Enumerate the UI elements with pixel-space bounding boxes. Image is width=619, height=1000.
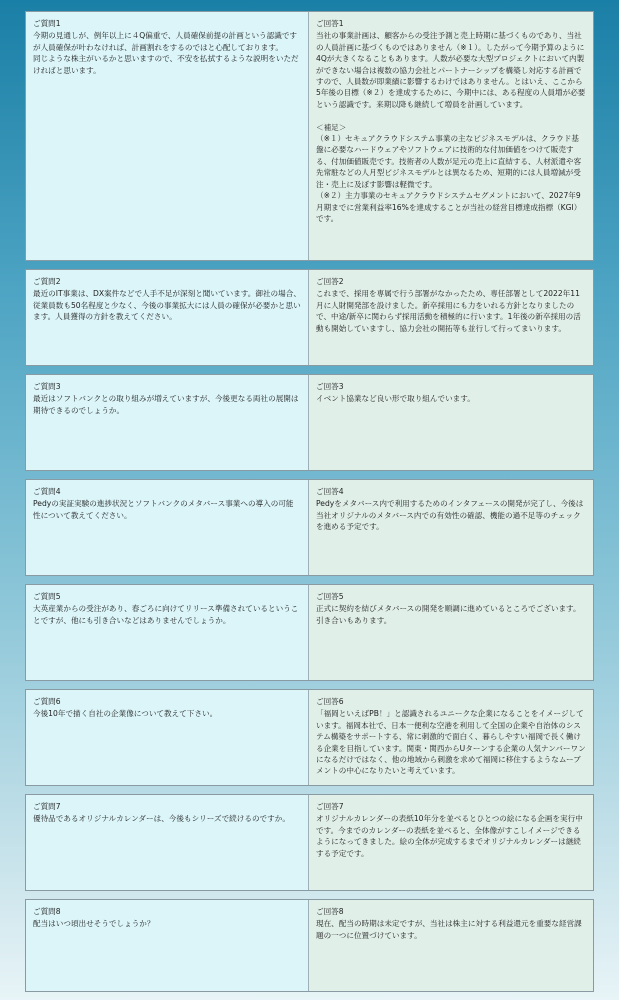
answer-cell	[309, 585, 593, 680]
answer-cell	[309, 375, 593, 470]
qa-card-8	[25, 899, 594, 992]
question-cell	[26, 900, 309, 991]
answer-label: ご回答4	[316, 487, 344, 496]
question-text: 配当はいつ頃出せそうでしょうか？	[33, 919, 155, 929]
qa-card-4	[25, 479, 594, 576]
question-text: 優待品であるオリジナルカレンダーは、今後もシリーズで続けるのですか。	[33, 814, 290, 824]
answer-label: ご回答1	[316, 19, 344, 28]
answer-text: オリジナルカレンダーの表紙10年分を並べるとひとつの絵になる企画を実行中です。今までのカレンダーの表紙を並べると、全体像がすこしイメージできるようになってきました。絵の全体が完成するまでオリジナルカレンダーは継続する予定です。	[316, 814, 583, 858]
answer-label: ご回答3	[316, 382, 344, 391]
answer-cell	[309, 480, 593, 575]
question-label: ご質問3	[33, 382, 61, 391]
question-label: ご質問2	[33, 277, 61, 286]
question-text: 今後10年で描く自社の企業像について教えて下さい。	[33, 709, 218, 719]
question-label: ご質問7	[33, 802, 61, 811]
qa-card-5	[25, 584, 594, 681]
question-cell	[26, 795, 309, 890]
question-cell	[26, 690, 309, 785]
question-label: ご質問5	[33, 592, 61, 601]
answer-text: 現在、配当の時期は未定ですが、当社は株主に対する利益還元を重要な経営課題の一つに位置づけています。	[316, 919, 582, 940]
question-text: 今期の見通しが、例年以上に４Q偏重で、人員確保前提の計画という認識ですが人員確保が叶わなければ、計画割れをするのではと心配しております。 同じような株主がいるかと思いますので、不安を払拭するような説明をいただければと思います。	[33, 31, 299, 75]
answer-label: ご回答2	[316, 277, 344, 286]
question-label: ご質問6	[33, 697, 61, 706]
qa-card-7	[25, 794, 594, 891]
question-text: 最近はソフトバンクとの取り組みが増えていますが、今後更なる両社の展開は期待できるのでしょうか。	[33, 394, 299, 415]
question-cell	[26, 480, 309, 575]
question-cell	[26, 375, 309, 470]
answer-text: Pedyをメタバース内で利用するためのインタフェースの開発が完了し、今後は当社オリジナルのメタバース内での有効性の確認、機能の過不足等のチェックを進める予定です。	[316, 499, 584, 532]
qa-card-1	[25, 11, 594, 261]
qa-card-2	[25, 269, 594, 366]
answer-text: イベント協業など良い形で取り組んでいます。	[316, 394, 475, 404]
answer-text: これまで、採用を専属で行う部署がなかったため、専任部署として2022年11月に人財開発部を設けました。新卒採用にも力をいれる方針となりましたので、中途/新卒に関わらず採用活動を積極的に行います。1年後の新卒採用の活動も開始していますし、協力会社の開拓等も並行して行ってまいります。	[316, 289, 581, 333]
answer-label: ご回答8	[316, 907, 344, 916]
answer-text: 「福岡といえばPB！」と認識されるユニークな企業になることをイメージしています。福岡本社で、日本一便利な空港を利用して全国の企業や自治体のシステム構築をサポートする、常に刺激的で面白く、暮らしやすい福岡で長く働ける企業を目指しています。関東・関西からUターンする企業の人気ナンバーワンになるだけではなく、他の地域から刺激を求めて福岡に移住するようなムーブメントの中心になりたいと考えています。	[316, 709, 586, 776]
question-label: ご質問8	[33, 907, 61, 916]
answer-cell	[309, 900, 593, 991]
answer-cell	[309, 690, 593, 785]
answer-text: 当社の事業計画は、顧客からの受注予測と売上時期に基づくものであり、当社の人員計画に基づくものではありません（※１）。したがって今期予算のように4Qが大きくなることもあります。人数が必要な大型プロジェクトにおいて内製ができない場合は複数の協力会社とパートナーシップを構築し対応する計画ですので、人員数が即業績に影響するわけではありません。とはいえ、ここから5年後の目標（※２）を達成するために、今期中には、ある程度の人員増が必要という認識です。来期以降も継続して増員を計画しています。 ＜補足＞ （※１）セキュアクラウドシステム事業の主なビジネスモデルは、クラウド基盤に必要なハードウェアやソフトウェアに技術的な付加価値をつけて販売する、付加価値販売です。技術者の人数が足元の売上に直結する、人材派遣や客先常駐などの人月型ビジネスモデルとは異なるため、短期的には人員増減が受注・売上に及ぼす影響は軽微です。 （※２）主力事業のセキュアクラウドシステムセグメントにおいて、2027年9月期までに営業利益率16%を達成することが当社の経営目標達成指標（KGI）です。	[316, 31, 586, 223]
question-text: 大英産業からの受注があり、春ごろに向けてリリース準備されているということですが、他にも引き合いなどはありませんでしょうか。	[33, 604, 299, 625]
answer-cell	[309, 795, 593, 890]
answer-text: 正式に契約を結びメタバースの開発を順調に進めているところでございます。引き合いもあります。	[316, 604, 581, 625]
answer-label: ご回答7	[316, 802, 344, 811]
answer-cell	[309, 12, 593, 260]
question-text: 最近のIT事業は、DX案件などで人手不足が深刻と聞いています。御社の場合、従業員数も50名程度と少なく、今後の事業拡大には人員の確保が必要かと思います。人員獲得の方針を教えてください。	[33, 289, 301, 322]
question-cell	[26, 270, 309, 365]
answer-label: ご回答6	[316, 697, 344, 706]
question-text: Pedyの実証実験の進捗状況とソフトバンクのメタバース事業への導入の可能性について教えてください。	[33, 499, 294, 520]
answer-cell	[309, 270, 593, 365]
question-cell	[26, 12, 309, 260]
question-label: ご質問4	[33, 487, 61, 496]
qa-card-3	[25, 374, 594, 471]
question-cell	[26, 585, 309, 680]
question-label: ご質問1	[33, 19, 61, 28]
qa-card-6	[25, 689, 594, 786]
answer-label: ご回答5	[316, 592, 344, 601]
